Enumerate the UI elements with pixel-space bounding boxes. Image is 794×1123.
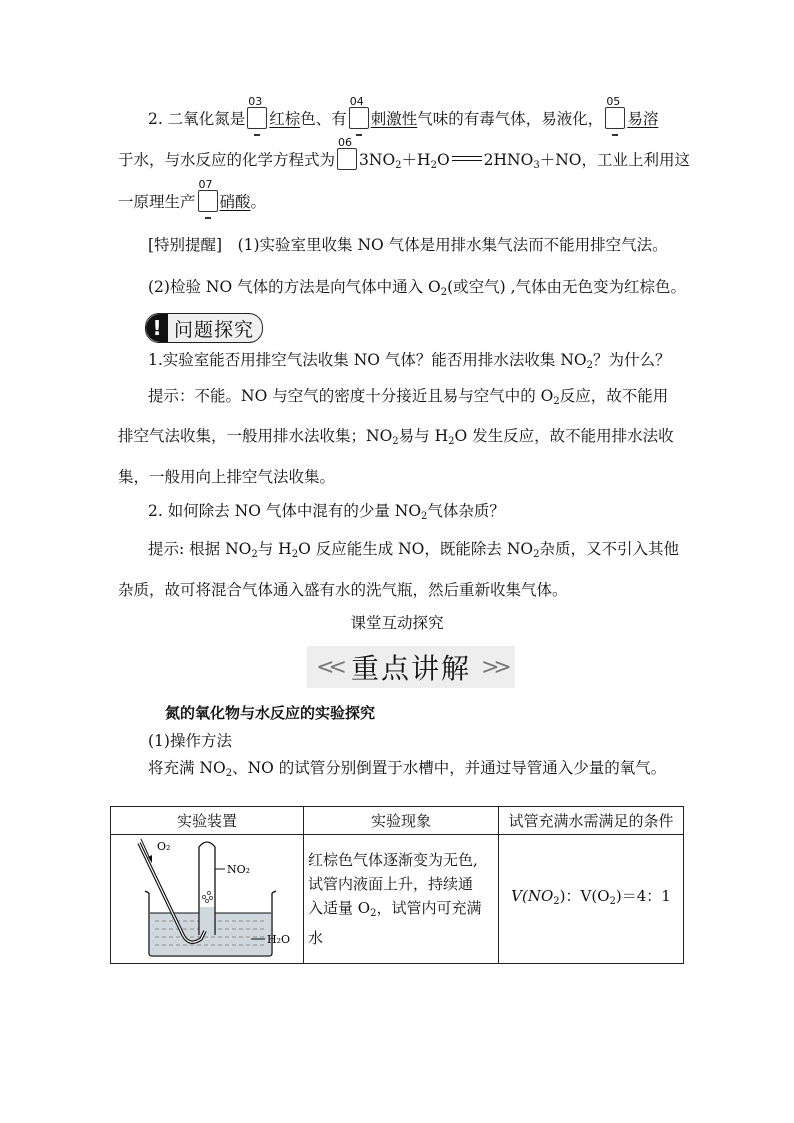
question-2: 2. 如何除去 NO 气体中混有的少量 $NO_2$气体杂质？ <box>148 502 505 522</box>
equals-sign <box>452 156 482 161</box>
section2-line1: 2. 二氧化氮是 03 红棕色、有 04 刺激性气味的有毒气体，易液化， 05 易溶 <box>148 107 658 130</box>
label-h2o: H₂O <box>267 933 291 946</box>
question-1: 1.实验室能否用排空气法收集 NO 气体？能否用排水法收集 $NO_2$？为什么？ <box>148 351 671 371</box>
label-no2: NO₂ <box>227 863 251 876</box>
answer-2-line1: 提示: 根据 $NO_2$与 $H_2O$ 反应能生成 NO，既能除去 $NO_2$杂质，又不引入其他 <box>148 540 679 560</box>
experiment-desc: 将充满 $NO_2$、NO 的试管分别倒置于水槽中，并通过导管通入少量的氧气。 <box>148 759 667 779</box>
experiment-table <box>110 806 684 964</box>
banner-title: 重点讲解 <box>350 652 471 685</box>
apparatus-cell <box>111 835 304 964</box>
answer-2-line2: 杂质，故可将混合气体通入盛有水的洗气瓶，然后重新收集气体。 <box>118 581 568 599</box>
experiment-title: 氮的氧化物与水反应的实验探究 <box>165 704 376 722</box>
answer-blank-07: 硝酸 <box>219 193 251 211</box>
chevron-right-icon: >> <box>481 654 506 680</box>
tip-line2: (2)检验 NO 气体的方法是向气体中通入 $O_2$(或空气) ,气体由无色变为红棕色。 <box>148 278 687 298</box>
answer-1-line1: 提示：不能。NO 与空气的密度十分接近且易与空气中的 $O_2$反应，故不能用 <box>148 387 669 407</box>
chemical-equation: $3NO_2+H_2O$ $2HNO_3+NO$，工业上利用这 <box>359 151 690 171</box>
key-points-banner <box>307 646 515 688</box>
header-phenomenon: 实验现象 <box>304 807 499 835</box>
section-title: 课堂互动探究 <box>350 614 444 632</box>
header-apparatus: 实验装置 <box>111 807 304 835</box>
tip-line1: [特别提醒] (1)实验室里收集 NO 气体是用排水集气法而不能用排空气法。 <box>148 236 668 254</box>
condition-cell: $V(NO_2)$：$V(O_2)=4$：1 <box>499 835 684 964</box>
blank-marker-04: 04 <box>349 107 369 129</box>
blank-marker-05: 05 <box>605 107 625 129</box>
header-condition: 试管充满水需满足的条件 <box>499 807 684 835</box>
question-explore-badge <box>145 313 263 343</box>
blank-marker-06: 06 <box>337 148 357 170</box>
blank-marker-07: 07 <box>198 190 218 212</box>
answer-blank-05: 易溶 <box>627 110 659 128</box>
phenomenon-cell: 红棕色气体逐渐变为无色, 试管内液面上升，持续通 入适量 $O_2$，试管内可充满 水 <box>304 835 499 964</box>
apparatus-diagram <box>111 835 301 959</box>
label-o2: O₂ <box>157 840 171 853</box>
answer-blank-04: 刺激性 <box>370 110 418 128</box>
answer-blank-03: 红棕 <box>269 110 301 128</box>
section2-line2: 于水，与水反应的化学方程式为 06 $3NO_2+H_2O$ $2HNO_3+NO$，工业上利用这 <box>118 136 690 171</box>
answer-1-line3: 集，一般用向上排空气法收集。 <box>118 468 336 486</box>
exclamation-icon: ! <box>146 314 168 342</box>
section2-line3: 一原理生产 07 硝酸。 <box>118 190 266 213</box>
badge-label: 问题探究 <box>174 318 255 341</box>
chevron-left-icon: << <box>316 654 341 680</box>
answer-1-line2: 排空气法收集，一般用排水法收集；$NO_2$易与 $H_2O$ 发生反应，故不能用排水法收 <box>118 427 674 447</box>
experiment-step: (1)操作方法 <box>148 732 232 750</box>
blank-marker-03: 03 <box>247 107 267 129</box>
